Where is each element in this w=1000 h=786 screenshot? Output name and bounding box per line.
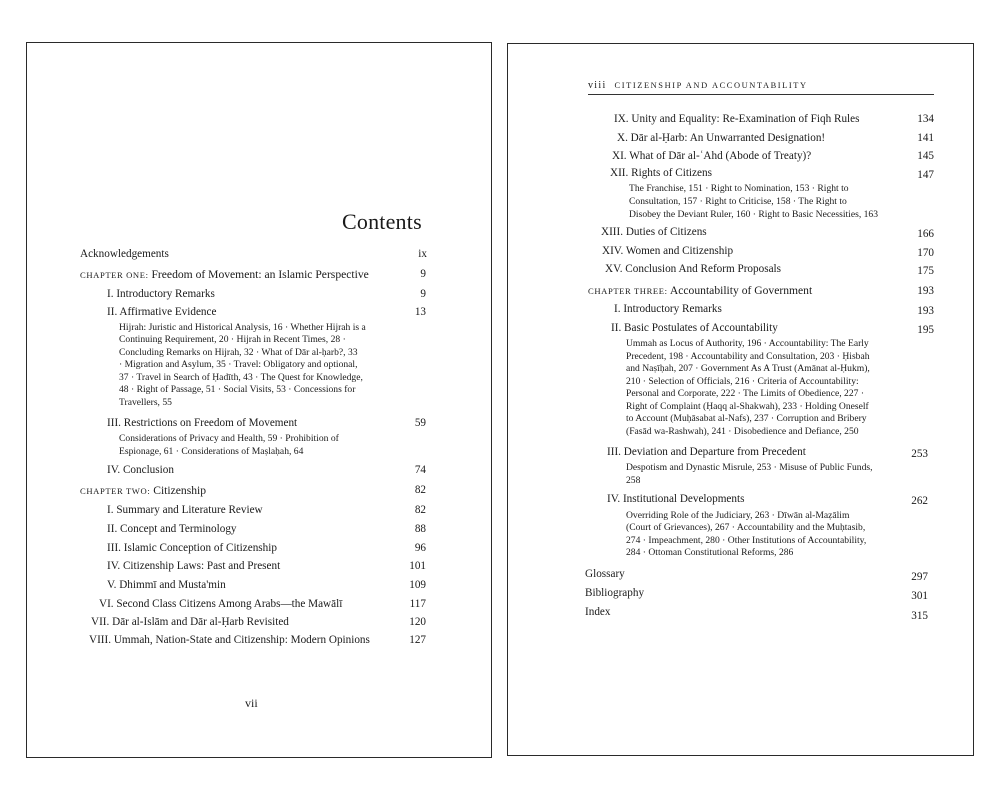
subtopic-line: (Fasād wa-Rashwah), 241 · Disobedience and Defiance, 250	[626, 426, 859, 437]
subtopic-line: Travellers, 55	[119, 397, 172, 408]
toc-page-number: 9	[420, 288, 426, 300]
toc-entry-label: IV. Citizenship Laws: Past and Present	[107, 560, 281, 572]
toc-entry-label: II. Concept and Terminology	[107, 523, 237, 535]
toc-page-number: 315	[911, 610, 928, 622]
toc-page-number: 82	[414, 504, 426, 516]
subtopic-line: 210 · Selection of Officials, 216 · Criteria of Accountability:	[626, 376, 859, 387]
subtopic-line: to Account (Muḥāsabat al-Nafs), 237 · Corruption and Bribery	[626, 413, 867, 424]
toc-entry-label: II. Affirmative Evidence	[107, 306, 217, 318]
toc-entry-label: XIV. Women and Citizenship	[602, 245, 734, 257]
chapter-heading	[80, 484, 206, 498]
toc-entry-label: XI. What of Dār al-ʿAhd (Abode of Treaty)?	[612, 150, 812, 162]
subtopic-line: Ummah as Locus of Authority, 196 · Accountability: The Early	[626, 338, 869, 349]
subtopic-line: Overriding Role of the Judiciary, 263 · Dīwān al-Maẓālim	[626, 510, 850, 521]
toc-entry-label: VIII. Ummah, Nation-State and Citizenship: Modern Opinions	[89, 634, 370, 646]
toc-page-number: 13	[414, 306, 426, 318]
toc-page-number: 88	[414, 523, 426, 535]
chapter-number: CHAPTER THREE:	[588, 286, 668, 296]
toc-page-number: 96	[414, 542, 426, 554]
subtopic-line: Consultation, 157 · Right to Criticise, 158 · The Right to	[629, 196, 847, 207]
toc-page-number: 262	[911, 495, 928, 507]
toc-entry-label: III. Restrictions on Freedom of Movement	[107, 417, 298, 429]
subtopic-line: Disobey the Deviant Ruler, 160 · Right to Basic Necessities, 163	[629, 209, 879, 220]
toc-entry-label: V. Dhimmī and Musta'min	[107, 579, 226, 591]
toc-page-number: 193	[917, 305, 934, 317]
toc-entry-label: II. Basic Postulates of Accountability	[611, 322, 778, 334]
toc-entry-label: I. Introductory Remarks	[614, 303, 722, 315]
toc-page-number: 82	[414, 484, 426, 496]
toc-page-number: 141	[917, 132, 934, 144]
subtopic-line: Continuing Requirement, 20 · Hijrah in Recent Times, 28 ·	[119, 334, 346, 345]
toc-entry-label: VII. Dār al-Islām and Dār al-Ḥarb Revisited	[91, 616, 289, 628]
header-title: CITIZENSHIP AND ACCOUNTABILITY	[614, 81, 808, 90]
toc-page-number: 175	[917, 265, 934, 277]
header-rule	[588, 94, 934, 95]
toc-page-number: 59	[414, 417, 426, 429]
subtopic-line: Hijrah: Juristic and Historical Analysis, 16 · Whether Hijrah is a	[119, 322, 366, 333]
toc-entry-label: IV. Institutional Developments	[607, 493, 745, 505]
toc-page-number: 74	[414, 464, 426, 476]
toc-page-number: 166	[917, 228, 934, 240]
toc-page-number: 120	[409, 616, 426, 628]
subtopic-line: and Naṣīḥah, 207 · Government As A Trust (Amānat al-Ḥukm),	[626, 363, 870, 374]
toc-page-number: 134	[917, 113, 934, 125]
chapter-number: CHAPTER TWO:	[80, 486, 151, 496]
toc-page-number: 170	[917, 247, 934, 259]
toc-entry-label: X. Dār al-Ḥarb: An Unwarranted Designation!	[617, 132, 826, 144]
subtopic-line: Personal and Corporate, 222 · The Limits of Obedience, 227 ·	[626, 388, 865, 399]
toc-page-number: 9	[420, 268, 426, 280]
toc-entry-label: III. Deviation and Departure from Precedent	[607, 446, 806, 458]
toc-page-number: 109	[409, 579, 426, 591]
left-page	[26, 42, 492, 758]
toc-entry-label: III. Islamic Conception of Citizenship	[107, 542, 277, 554]
toc-entry-label: Index	[585, 606, 611, 618]
header-folio: viii	[588, 80, 607, 91]
chapter-heading	[80, 268, 369, 282]
subtopic-line: 284 · Ottoman Constitutional Reforms, 286	[626, 547, 794, 558]
subtopic-line: Espionage, 61 · Considerations of Maṣlaḥah, 64	[119, 446, 304, 457]
subtopic-line: · Migration and Asylum, 35 · Travel: Obligatory and optional,	[119, 359, 358, 370]
toc-entry-label: I. Introductory Remarks	[107, 288, 215, 300]
subtopic-line: Concluding Remarks on Hijrah, 32 · What of Dār al-ḥarb?, 33	[119, 347, 358, 358]
toc-page-number: 253	[911, 448, 928, 460]
chapter-title: Citizenship	[153, 484, 207, 497]
toc-entry-label: Acknowledgements	[80, 248, 169, 260]
subtopic-line: 37 · Travel in Search of Ḥadīth, 43 · The Quest for Knowledge,	[119, 372, 363, 383]
toc-entry-label: VI. Second Class Citizens Among Arabs—the Mawālī	[99, 598, 343, 610]
toc-page-number: 145	[917, 150, 934, 162]
toc-page-number: ix	[418, 248, 427, 260]
toc-entry-label: Glossary	[585, 568, 625, 580]
subtopic-line: Right of Complaint (Ḥaqq al-Shakwah), 233 · Holding Oneself	[626, 401, 869, 412]
toc-entry-label: I. Summary and Literature Review	[107, 504, 263, 516]
toc-page-number: 147	[917, 169, 934, 181]
toc-entry-label: XII. Rights of Citizens	[610, 167, 712, 179]
chapter-heading	[588, 284, 812, 298]
subtopic-line: Considerations of Privacy and Health, 59 · Prohibition of	[119, 433, 339, 444]
toc-page-number: 127	[409, 634, 426, 646]
toc-page-number: 101	[409, 560, 426, 572]
toc-entry-label: Bibliography	[585, 587, 645, 599]
toc-entry-label: XV. Conclusion And Reform Proposals	[605, 263, 781, 275]
toc-page-number: 195	[917, 324, 934, 336]
toc-entry-label: XIII. Duties of Citizens	[601, 226, 707, 238]
subtopic-line: The Franchise, 151 · Right to Nomination, 153 · Right to	[629, 183, 849, 194]
toc-page-number: 117	[409, 598, 426, 610]
toc-page-number: 297	[911, 571, 928, 583]
subtopic-line: Despotism and Dynastic Misrule, 253 · Misuse of Public Funds,	[626, 462, 873, 473]
page-number-footer: vii	[245, 696, 258, 710]
subtopic-line: 48 · Right of Passage, 51 · Social Visits, 53 · Concessions for	[119, 384, 356, 395]
toc-entry-label: IV. Conclusion	[107, 464, 174, 476]
running-header	[588, 80, 808, 91]
chapter-number: CHAPTER ONE:	[80, 270, 149, 280]
toc-page-number: 193	[917, 285, 934, 297]
chapter-title: Accountability of Government	[669, 284, 813, 297]
subtopic-line: Precedent, 198 · Accountability and Consultation, 203 · Ḥisbah	[626, 351, 870, 362]
right-page	[507, 43, 974, 756]
toc-page-number: 301	[911, 590, 928, 602]
subtopic-line: (Court of Grievances), 267 · Accountability and the Muḥtasib,	[626, 522, 866, 533]
toc-entry-label: IX. Unity and Equality: Re-Examination of Fiqh Rules	[614, 113, 860, 125]
page-title: Contents	[342, 209, 422, 234]
subtopic-line: 274 · Impeachment, 280 · Other Institutions of Accountability,	[626, 535, 867, 546]
subtopic-line: 258	[626, 475, 641, 486]
chapter-title: Freedom of Movement: an Islamic Perspective	[151, 268, 369, 281]
